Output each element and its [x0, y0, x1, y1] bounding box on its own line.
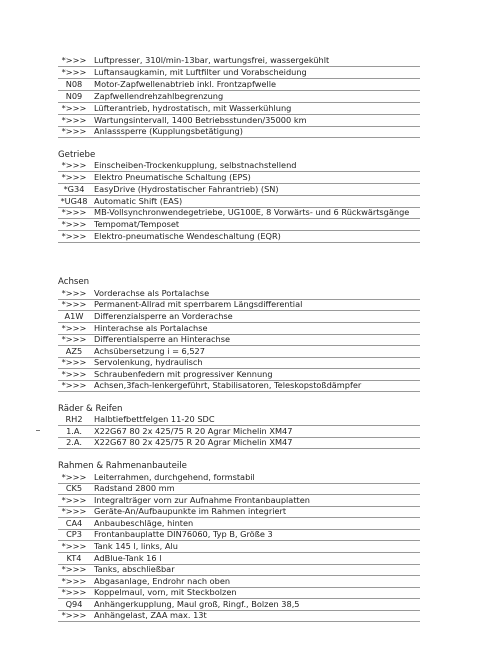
option-code: *>>> [61, 323, 87, 333]
table-row [58, 587, 420, 599]
option-code: *>>> [61, 115, 87, 125]
option-code: *>>> [61, 160, 87, 170]
option-code: N08 [65, 79, 83, 89]
option-description: Elektro-pneumatische Wendeschaltung (EQR) [94, 231, 281, 241]
table-row [58, 219, 420, 231]
option-description: Zapfwellendrehzahlbegrenzung [94, 91, 224, 101]
option-code: *>>> [61, 564, 87, 574]
option-code: *>>> [61, 207, 87, 217]
option-code: *>>> [61, 472, 87, 482]
section-title-achsen: Achsen [58, 277, 90, 287]
option-code: *UG48 [60, 196, 88, 206]
option-code: N09 [65, 91, 83, 101]
option-description: Luftpresser, 310l/min-13bar, wartungsfrei, wassergekühlt [94, 55, 330, 65]
option-description: Vorderachse als Portalachse [94, 288, 210, 298]
option-code: *>>> [61, 67, 87, 77]
table-row [58, 103, 420, 115]
option-code: *G34 [63, 184, 85, 194]
option-code: RH2 [65, 414, 83, 424]
table-row [58, 160, 420, 172]
table-row [58, 529, 420, 541]
option-description: Achsübersetzung i = 6,527 [94, 346, 205, 356]
table-row [58, 311, 420, 323]
option-description: Anbaubeschläge, hinten [94, 518, 194, 528]
option-description: Differentialsperre an Hinterachse [94, 334, 231, 344]
table-row [58, 67, 420, 79]
option-description: Halbtiefbettfelgen 11-20 SDC [94, 414, 215, 424]
option-code: Q94 [65, 599, 83, 609]
option-description: Automatic Shift (EAS) [94, 196, 183, 206]
option-code: *>>> [61, 126, 87, 136]
option-code: CP3 [66, 529, 82, 539]
option-code: *>>> [61, 495, 87, 505]
section-title-rahmen: Rahmen & Rahmenanbauteile [58, 461, 187, 471]
table-row [58, 231, 420, 243]
option-description: Radstand 2800 mm [94, 483, 175, 493]
table-row [58, 172, 420, 184]
option-description: Differenzialsperre an Vorderachse [94, 311, 233, 321]
table-row [58, 380, 420, 392]
table-row [58, 437, 420, 449]
option-code: *>>> [61, 576, 87, 586]
table-row [58, 126, 420, 138]
option-code: *>>> [61, 55, 87, 65]
option-description: EasyDrive (Hydrostatischer Fahrantrieb) (SN) [94, 184, 279, 194]
option-description: Tempomat/Temposet [94, 219, 180, 229]
option-description: Tanks, abschließbar [94, 564, 175, 574]
table-row [58, 414, 420, 426]
option-code: *>>> [61, 103, 87, 113]
option-description: AdBlue-Tank 16 l [94, 553, 162, 563]
table-row [58, 357, 420, 369]
option-description: Elektro Pneumatische Schaltung (EPS) [94, 172, 251, 182]
option-description: Lüfterantrieb, hydrostatisch, mit Wasserkühlung [94, 103, 292, 113]
option-code: *>>> [61, 219, 87, 229]
option-description: Schraubenfedern mit progressiver Kennung [94, 369, 273, 379]
option-description: Einscheiben-Trockenkupplung, selbstnachstellend [94, 160, 297, 170]
table-row [58, 483, 420, 495]
table-row [58, 334, 420, 346]
option-description: Tank 145 l, links, Alu [94, 541, 178, 551]
option-code: *>>> [61, 610, 87, 620]
option-description: X22G67 80 2x 425/75 R 20 Agrar Michelin XM47 [94, 437, 293, 447]
option-code: AZ5 [65, 346, 83, 356]
table-row [58, 91, 420, 103]
option-description: Motor-Zapfwellenabtrieb inkl. Frontzapfwelle [94, 79, 277, 89]
option-description: Frontanbauplatte DIN76060, Typ B, Größe 3 [94, 529, 273, 539]
option-code: *>>> [61, 541, 87, 551]
option-description: Hinterachse als Portalachse [94, 323, 208, 333]
option-description: Geräte-An/Aufbaupunkte im Rahmen integriert [94, 506, 287, 516]
table-row [58, 79, 420, 91]
table-row [58, 610, 420, 622]
table-row [58, 506, 420, 518]
option-code: *>>> [61, 369, 87, 379]
option-description: Integralträger vorn zur Aufnahme Frontanbauplatten [94, 495, 310, 505]
option-code: *>>> [61, 172, 87, 182]
section-title-getriebe: Getriebe [58, 150, 96, 160]
option-code: *>>> [61, 231, 87, 241]
option-description: Wartungsintervall, 1400 Betriebsstunden/35000 km [94, 115, 307, 125]
option-code: *>>> [61, 380, 87, 390]
option-code: CK5 [65, 483, 83, 493]
option-code: *>>> [61, 288, 87, 298]
table-row [58, 299, 420, 311]
option-description: Leiterrahmen, durchgehend, formstabil [94, 472, 255, 482]
binding-mark [36, 430, 40, 431]
option-code: *>>> [61, 334, 87, 344]
option-code: A1W [64, 311, 84, 321]
option-description: Koppelmaul, vorn, mit Steckbolzen [94, 587, 237, 597]
option-description: Achsen,3fach-lenkergeführt, Stabilisatoren, Teleskopstoßdämpfer [94, 380, 362, 390]
option-description: Servolenkung, hydraulisch [94, 357, 203, 367]
option-code: *>>> [61, 506, 87, 516]
option-code: KT4 [66, 553, 82, 563]
option-code: 1.A. [66, 426, 82, 436]
section-title-raeder: Räder & Reifen [58, 404, 123, 414]
option-description: Abgasanlage, Endrohr nach oben [94, 576, 231, 586]
table-row [58, 55, 420, 67]
table-row [58, 184, 420, 196]
option-code: 2.A. [66, 437, 82, 447]
option-description: MB-Vollsynchronwendegetriebe, UG100E, 8 Vorwärts- und 6 Rückwärtsgänge [94, 207, 410, 217]
option-description: Anlasssperre (Kupplungsbetätigung) [94, 126, 243, 136]
option-description: Luftansaugkamin, mit Luftfilter und Vorabscheidung [94, 67, 307, 77]
table-row [58, 541, 420, 553]
table-row [58, 564, 420, 576]
option-description: Anhängerkupplung, Maul groß, Ringf., Bolzen 38,5 [94, 599, 300, 609]
option-code: *>>> [61, 357, 87, 367]
option-description: Anhängelast, ZAA max. 13t [94, 610, 207, 620]
option-code: *>>> [61, 299, 87, 309]
option-code: CA4 [65, 518, 83, 528]
option-code: *>>> [61, 587, 87, 597]
table-row [58, 207, 420, 219]
option-description: Permanent-Allrad mit sperrbarem Längsdifferential [94, 299, 303, 309]
option-description: X22G67 80 2x 425/75 R 20 Agrar Michelin XM47 [94, 426, 293, 436]
